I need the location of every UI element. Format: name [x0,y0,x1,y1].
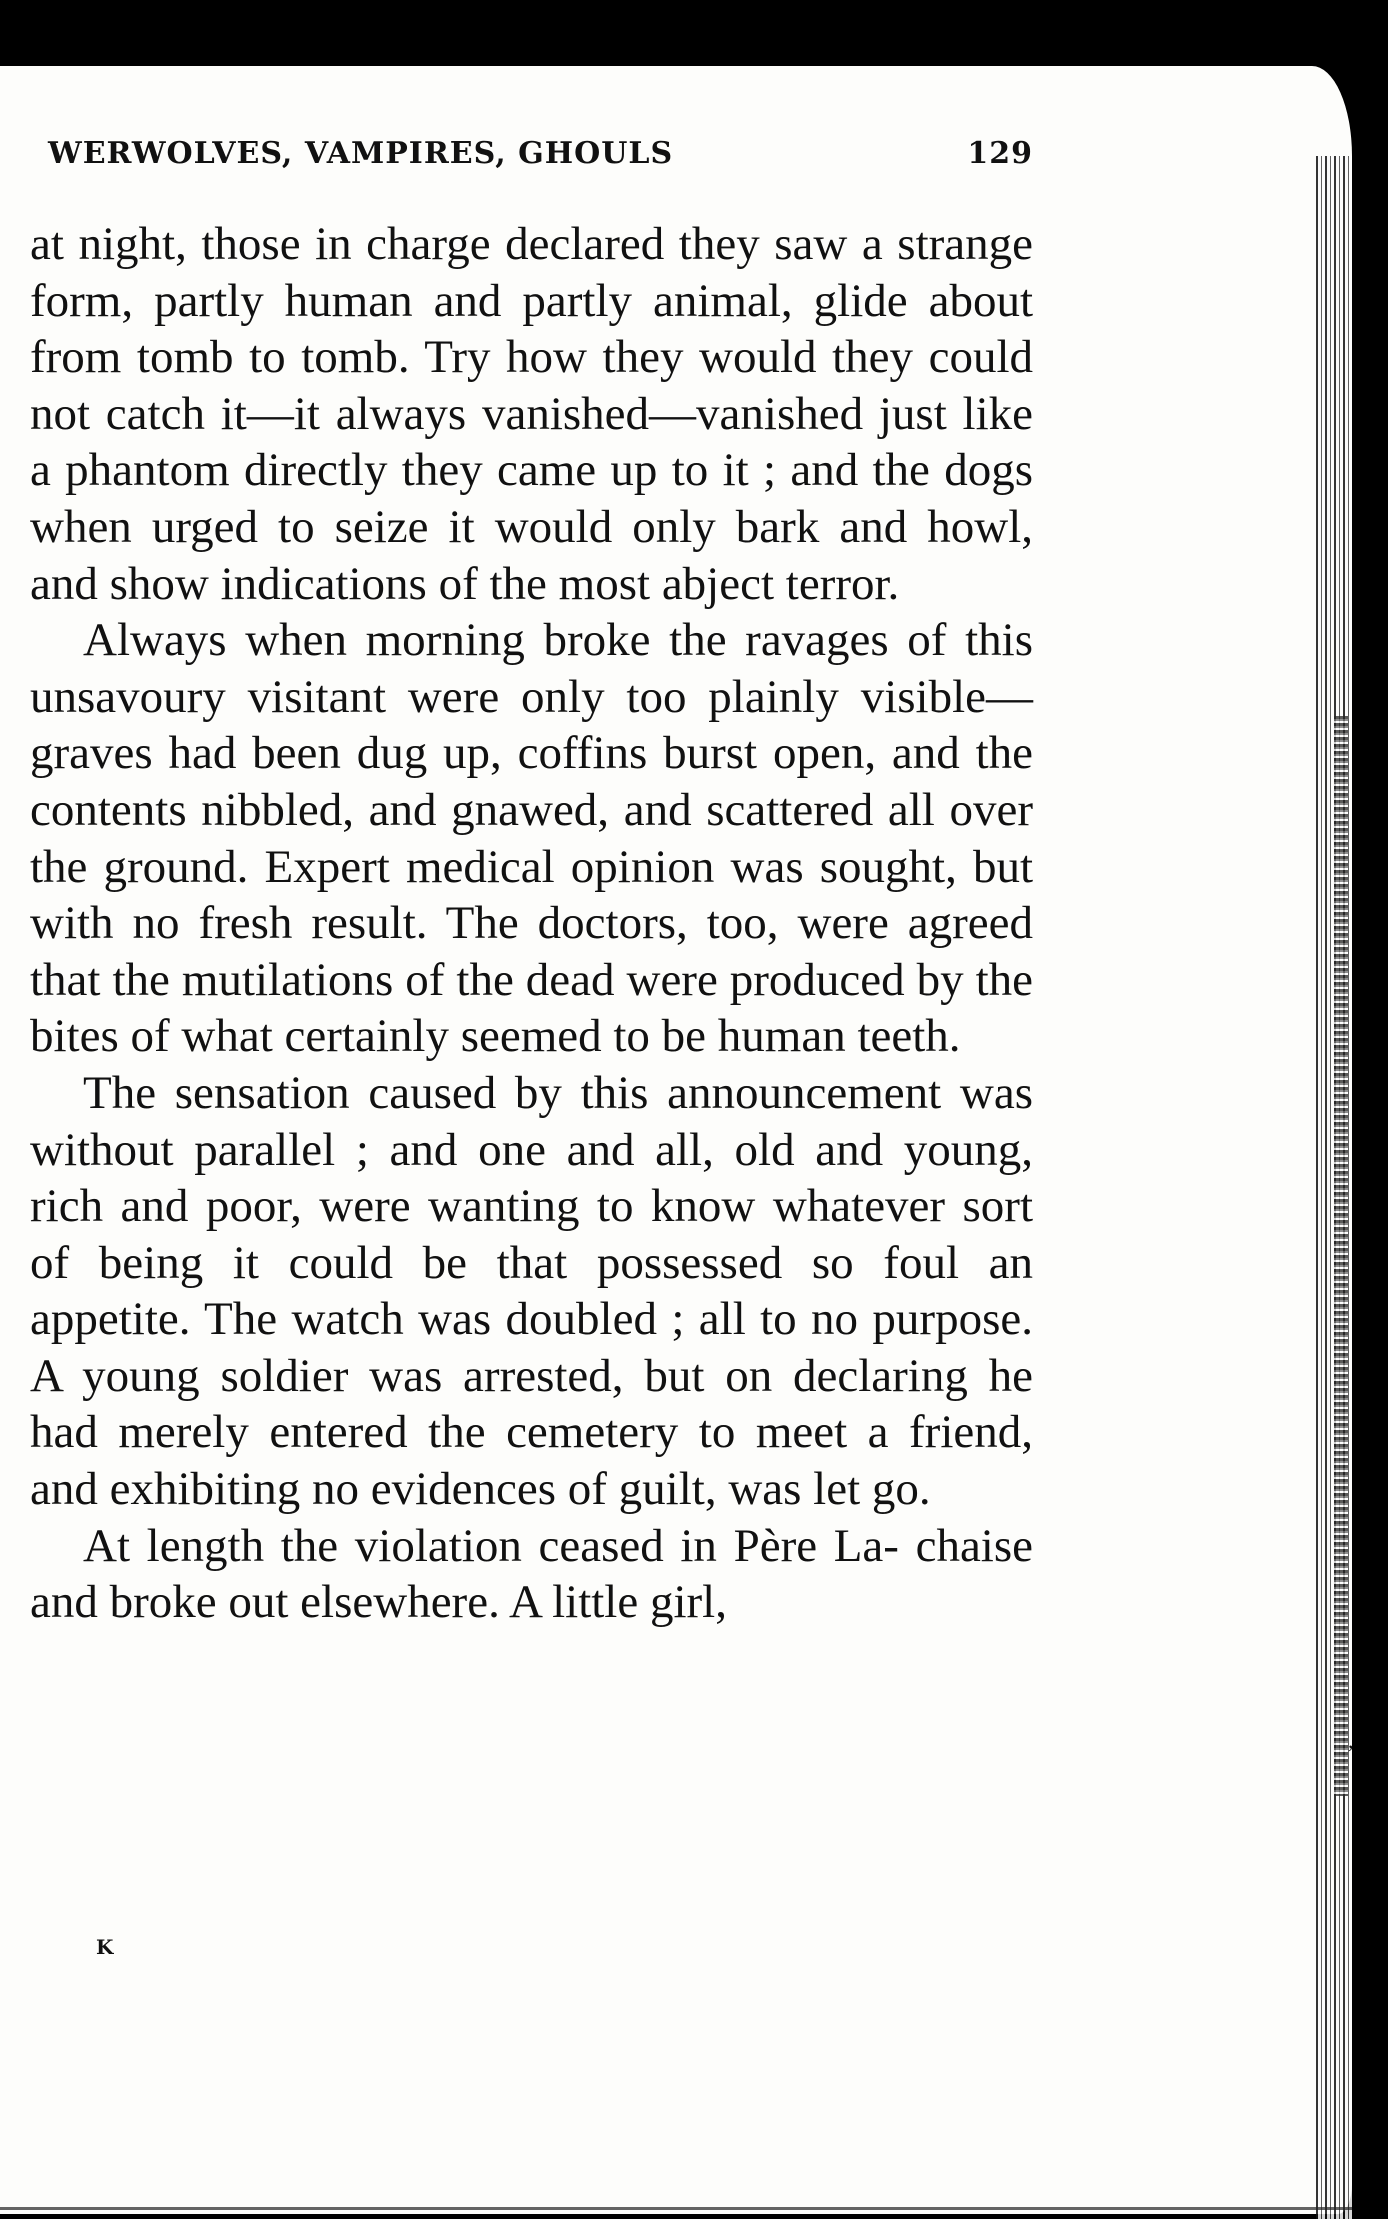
paragraph [30,612,1033,1065]
page-edge-stack [1316,156,1352,2219]
ink-speck: , [1348,1728,1354,1753]
text-line: soldier was arrested, but on declaring he had [30,1349,1033,1459]
page-number: 129 [967,136,1033,171]
page-edge-shadow [1334,716,1348,1796]
paragraph [30,1065,1033,1518]
text-line: medical opinion was sought, but with no fresh [30,840,1033,950]
body-text [30,216,1033,1631]
paragraph [30,1518,1033,1631]
text-line: vanished—vanished just like a phantom [30,387,1033,497]
text-line: young, rich and poor, were wanting to know [30,1123,1034,1233]
text-line: whatever sort of being it could be that [30,1180,1034,1289]
running-head: WERWOLVES, VAMPIRES, GHOULS [48,136,674,171]
text-line: when urged to seize it would only bark and [30,500,908,553]
text-line: was without parallel ; and one and all, old and [30,1066,1033,1176]
paragraph [30,216,1033,612]
text-line: possessed so foul an appetite. The watch [30,1236,1034,1346]
text-line: result. The doctors, too, were agreed that the [30,897,1033,1006]
text-line: glide about from tomb to tomb. Try how they [30,274,1034,384]
signature-mark: K [96,1935,114,1959]
text-line: At length the violation ceased in Père La- [83,1519,899,1572]
text-line: mutilations of the dead were produced by the [181,953,1033,1006]
text-line: Always when morning broke the ravages of [83,614,947,667]
text-line: The sensation caused by this announcement [83,1066,942,1119]
text-line: bites of what certainly seemed to be human [30,1010,846,1063]
text-line: strange form, partly human and partly animal, [30,218,1034,327]
text-line: directly they came up to it ; and the dogs [243,444,1033,497]
text-line: this unsavoury visitant were only too plainly [30,614,1034,723]
text-line: visible—graves had been dug up, coffins burst [30,670,1034,780]
text-line: terror. [785,557,900,610]
text-line: merely entered the cemetery to meet a friend, [118,1406,1034,1459]
text-line: at night, those in charge declared they saw a [30,218,883,270]
page-bottom-edge [0,2207,1352,2210]
text-line: chaise and broke out elsewhere. A little girl, [30,1519,1034,1629]
text-line: was doubled ; all to no purpose. A young [30,1293,1033,1402]
text-line: would they could not catch it—it always [30,331,1034,440]
page-header [48,136,1033,176]
text-line: teeth. [857,1010,961,1063]
text-line: open, and the contents nibbled, and gnawed, [30,727,1033,836]
text-line: and scattered all over the ground. Expert [30,783,1033,893]
text-line: howl, and show indications of the most abject [30,500,1033,610]
text-line: and exhibiting no evidences of guilt, was let go. [30,1463,931,1516]
